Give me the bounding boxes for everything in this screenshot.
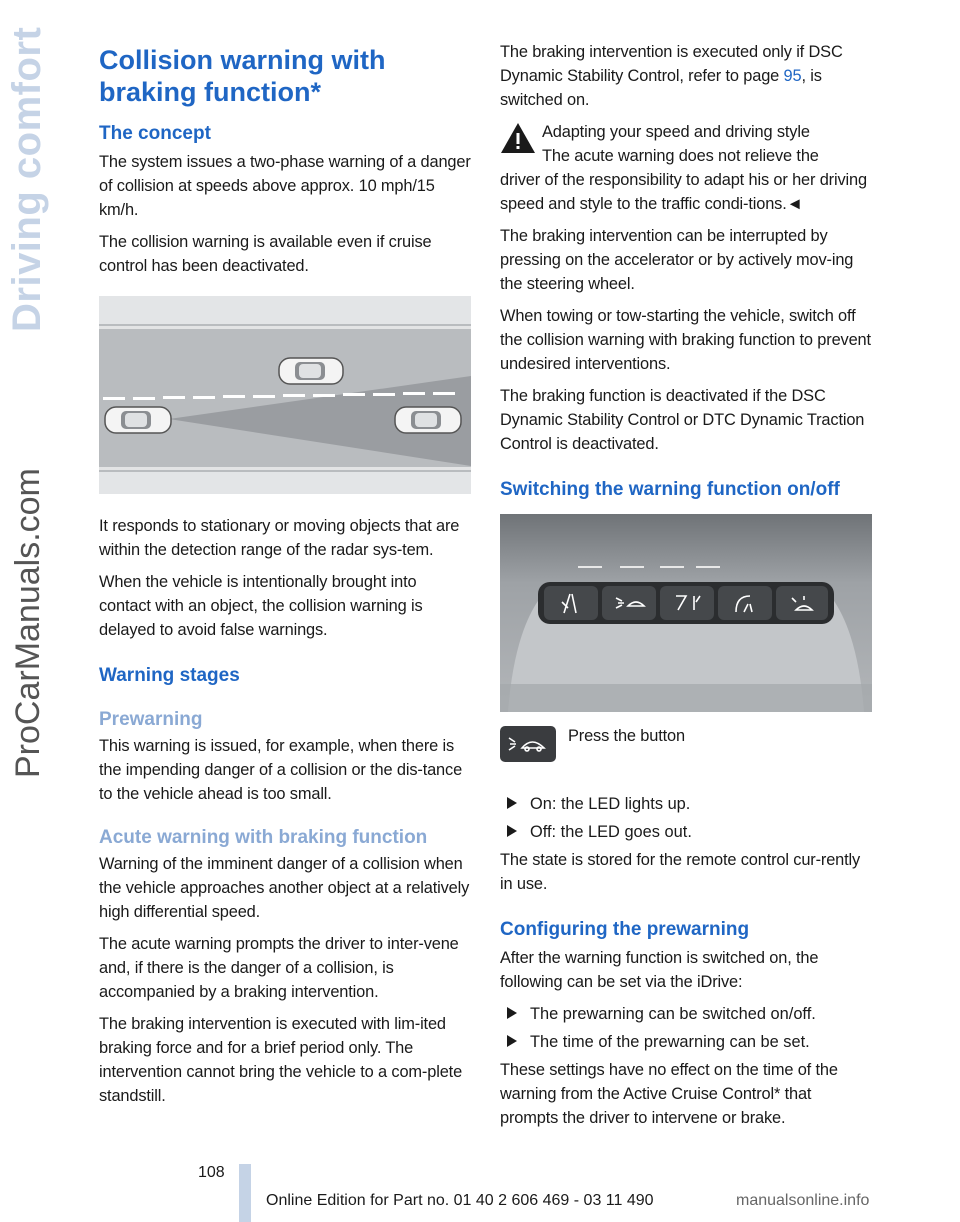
section-tab <box>0 26 56 340</box>
acute-paragraph-1: Warning of the imminent danger of a collision when the vehicle approaches another object at a relatively high differential speed. <box>99 855 470 921</box>
config-list <box>500 1002 872 1054</box>
responds-paragraph: It responds to stationary or moving objects that are within the detection range of the radar sys-tem. <box>99 517 460 559</box>
bullet-triangle-icon <box>507 825 517 837</box>
list-item: The time of the prewarning can be set. <box>500 1030 872 1054</box>
footer-site-watermark: manualsonline.info <box>736 1192 870 1209</box>
list-item: Off: the LED goes out. <box>500 820 872 844</box>
prewarning-paragraph: This warning is issued, for example, when there is the impending danger of a collision or the dis-tance to the vehicle ahead is too small. <box>99 737 463 803</box>
stored-paragraph: The state is stored for the remote control cur-rently in use. <box>500 851 861 893</box>
list-item: On: the LED lights up. <box>500 792 872 816</box>
page-title: Collision warning with braking function* <box>99 45 386 107</box>
warning-triangle-icon <box>500 122 536 154</box>
state-list <box>500 792 872 844</box>
radar-detection-illustration <box>99 296 471 494</box>
edition-text: Online Edition for Part no. 01 40 2 606 469 - 03 11 490 <box>266 1192 654 1209</box>
switching-heading: Switching the warning function on/off <box>500 479 840 500</box>
footer-accent-bar <box>239 1164 251 1222</box>
settings-paragraph: These settings have no effect on the time of the warning from the Active Cruise Control* that prompts the driver to intervene or brake. <box>500 1061 838 1127</box>
bullet-triangle-icon <box>507 1007 517 1019</box>
prewarning-heading: Prewarning <box>99 709 203 730</box>
concept-paragraph-2: The collision warning is available even if cruise control has been deactivated. <box>99 233 432 275</box>
concept-paragraph-1: The system issues a two-phase warning of a danger of collision at speeds above approx. 10 mph/15 km/h. <box>99 153 471 219</box>
car-right-icon <box>395 407 461 433</box>
watermark <box>0 360 56 780</box>
acute-paragraph-2: The acute warning prompts the driver to inter-vene and, if there is the danger of a collision, is accompanied by a braking intervention. <box>99 935 459 1001</box>
car-ahead-icon <box>279 358 343 384</box>
page-number: 108 <box>198 1164 225 1181</box>
section-title: Driving comfort <box>5 26 49 332</box>
press-button-row <box>500 724 872 780</box>
button-panel-photo <box>500 514 872 712</box>
warning-body: driver of the responsibility to adapt his or her driving speed and style to the traffic condi-tions.◄ <box>500 171 867 213</box>
warning-note <box>500 120 872 216</box>
interrupt-paragraph: The braking intervention can be interrupted by pressing on the accelerator or by actively mov-ing the steering wheel. <box>500 227 854 293</box>
watermark-text: ProCarManuals.com <box>9 468 47 778</box>
list-item: The prewarning can be switched on/off. <box>500 1002 872 1026</box>
collision-warning-button-icon[interactable] <box>500 726 556 762</box>
warning-body-first-line: The acute warning does not relieve the <box>542 147 819 165</box>
bullet-triangle-icon <box>507 797 517 809</box>
deactivated-paragraph: The braking function is deactivated if the DSC Dynamic Stability Control or DTC Dynamic Traction Control is deactivated. <box>500 387 865 453</box>
towing-paragraph: When towing or tow-starting the vehicle, switch off the collision warning with braking function to prevent undesired interventions. <box>500 307 871 373</box>
right-column <box>500 40 872 1138</box>
press-button-text: Press the button <box>568 727 685 745</box>
bullet-triangle-icon <box>507 1035 517 1047</box>
dsc-paragraph: The braking intervention is executed only if DSC Dynamic Stability Control, refer to page 95, is switched on. <box>500 43 843 109</box>
page-reference-link[interactable]: 95 <box>783 67 802 85</box>
config-paragraph: After the warning function is switched on, the following can be set via the iDrive: <box>500 949 819 991</box>
concept-heading: The concept <box>99 123 211 144</box>
acute-warning-heading: Acute warning with braking function <box>99 827 428 848</box>
left-column <box>99 40 471 1116</box>
warning-title: Adapting your speed and driving style <box>542 123 810 141</box>
warning-stages-heading: Warning stages <box>99 665 240 686</box>
configuring-heading: Configuring the prewarning <box>500 919 750 940</box>
contact-paragraph: When the vehicle is intentionally brought into contact with an object, the collision warning is delayed to avoid false warnings. <box>99 573 423 639</box>
own-car-icon <box>105 407 171 433</box>
acute-paragraph-3: The braking intervention is executed with lim-ited braking force and for a brief period only. The intervention cannot bring the vehicle to a com-plete standstill. <box>99 1015 463 1105</box>
